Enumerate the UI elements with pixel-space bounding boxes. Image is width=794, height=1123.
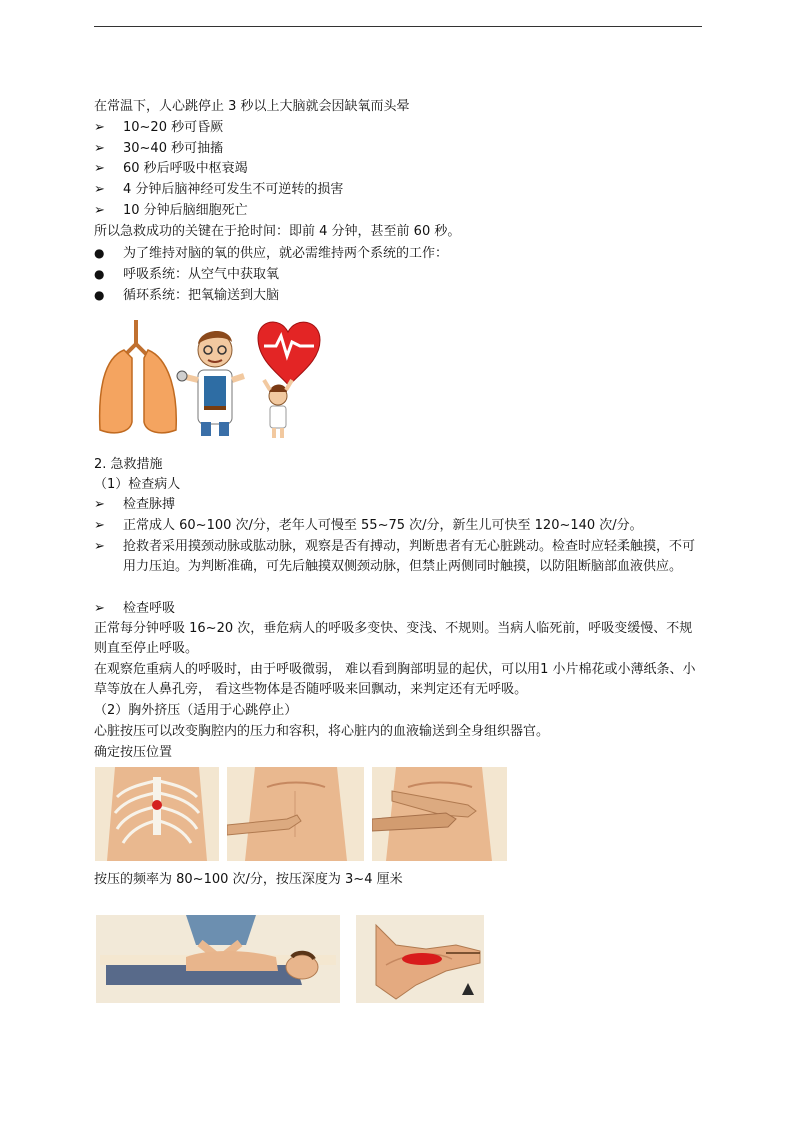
- pulse-heading: ➢ 检查脉搏: [94, 495, 175, 515]
- timeline-item: ➢ 10 分钟后脑细胞死亡: [94, 201, 248, 221]
- cpr-description: 心脏按压可以改变胸腔内的压力和容积，将心脏内的血液输送到全身组织器官。: [94, 724, 550, 739]
- breath-paragraph-2: 在观察危重病人的呼吸时，由于呼吸微弱， 难以看到胸部明显的起伏，可以用1 小片棉花或小薄纸条、小草等放在人鼻孔旁， 看这些物体是否随呼吸来回飘动，来判定还有无呼吸。: [94, 662, 696, 697]
- arrow-bullet-icon: ➢: [94, 539, 105, 554]
- key-point-text: 所以急救成功的关键在于抢时间：即前 4 分钟，甚至前 60 秒。: [94, 224, 461, 239]
- system-item: ● 循环系统：把氧输送到大脑: [94, 285, 279, 306]
- system-item: ● 呼吸系统：从空气中获取氧: [94, 264, 279, 285]
- round-bullet-icon: ●: [94, 246, 105, 260]
- hand-place-photo: [372, 767, 507, 861]
- arrow-bullet-icon: ➢: [94, 120, 105, 135]
- breath-paragraph-1: 正常每分钟呼吸 16~20 次，垂危病人的呼吸多变快、变浅、不规则。当病人临死前，呼吸变缓慢、不规则直至停止呼吸。: [94, 621, 693, 656]
- arrow-bullet-icon: ➢: [94, 497, 105, 512]
- header-rule: [94, 26, 702, 27]
- arrow-bullet-icon: ➢: [94, 203, 105, 218]
- arrow-bullet-icon: ➢: [94, 141, 105, 156]
- system-item: ● 为了维持对脑的氧的供应，就必需维持两个系统的工作：: [94, 243, 448, 264]
- hand-locate-photo: [227, 767, 364, 861]
- arrow-bullet-icon: ➢: [94, 161, 105, 176]
- arrow-bullet-icon: ➢: [94, 518, 105, 533]
- pulse-method-item: ➢ 抢救者采用摸颈动脉或肱动脉，观察是否有搏动，判断患者有无心脏跳动。检查时应轻柔触摸，不可用力压迫。为判断准确，可先后触摸双侧颈动脉，但禁止两侧同时触摸，以防阻断脑部血液供应。: [94, 539, 696, 574]
- arrow-bullet-icon: ➢: [94, 182, 105, 197]
- position-label: 确定按压位置: [94, 745, 173, 760]
- lungs-doctor-heart-illustration: [96, 310, 326, 442]
- arrow-bullet-icon: ➢: [94, 601, 105, 616]
- ribcage-photo: [95, 767, 219, 861]
- pulse-normal-item: ➢ 正常成人 60~100 次/分，老年人可慢至 55~75 次/分，新生儿可快至 120~140 次/分。: [94, 516, 643, 536]
- section-2-title: 2. 急救措施: [94, 457, 163, 472]
- subsection-1-title: （1）检查病人: [94, 477, 181, 492]
- timeline-item: ➢ 4 分钟后脑神经可发生不可逆转的损害: [94, 180, 343, 200]
- round-bullet-icon: ●: [94, 288, 105, 302]
- round-bullet-icon: ●: [94, 267, 105, 281]
- subsection-2-title: （2）胸外挤压（适用于心跳停止）: [94, 703, 298, 718]
- hand-position-photo: [356, 915, 484, 1003]
- intro-text: 在常温下，人心跳停止 3 秒以上大脑就会因缺氧而头晕: [94, 99, 410, 114]
- cpr-compression-photo: [96, 915, 340, 1003]
- timeline-item: ➢ 30~40 秒可抽搐: [94, 139, 223, 159]
- timeline-item: ➢ 60 秒后呼吸中枢衰竭: [94, 159, 248, 179]
- compression-rate-text: 按压的频率为 80~100 次/分，按压深度为 3~4 厘米: [94, 872, 403, 887]
- timeline-item: ➢ 10~20 秒可昏厥: [94, 118, 223, 138]
- breath-heading: ➢ 检查呼吸: [94, 599, 175, 619]
